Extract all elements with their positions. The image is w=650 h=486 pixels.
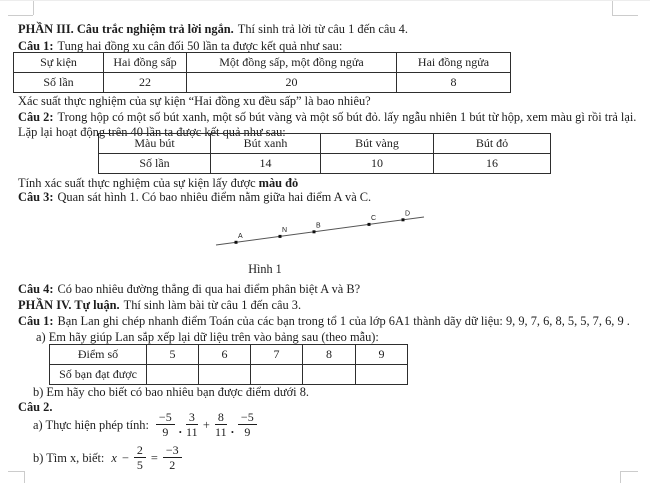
part4-heading xyxy=(18,298,301,312)
table-cell-empty xyxy=(199,365,251,385)
point-B-label: B xyxy=(316,222,321,230)
table-header-cell: 9 xyxy=(356,345,408,365)
fraction: $\frac{-5}{9}$ xyxy=(156,411,175,438)
q1-label: Câu 1: xyxy=(18,39,54,53)
q2-intro-line2: Lặp lại hoạt động trên 40 lần ta được kết quả như sau: xyxy=(18,125,286,139)
q3-intro-text: Quan sát hình 1. Có bao nhiêu điểm nằm giữa hai điểm A và C. xyxy=(57,190,372,204)
point-B-dot xyxy=(313,230,316,233)
table-header-cell: 8 xyxy=(303,345,356,365)
q2-pen-table xyxy=(98,133,551,174)
crop-mark-top-left-vertical xyxy=(33,1,34,15)
table-row xyxy=(14,73,511,93)
q4-text xyxy=(18,282,360,296)
crop-mark-top-right-horizontal xyxy=(612,15,638,16)
table-cell: 8 xyxy=(397,73,511,93)
table-header-cell: Hai đồng sấp xyxy=(104,53,187,73)
table-cell: 20 xyxy=(187,73,397,93)
q1-intro xyxy=(18,39,342,53)
q4-text-body: Có bao nhiêu đường thẳng đi qua hai điểm phân biệt A và B? xyxy=(57,282,361,296)
p4q1-intro xyxy=(18,314,630,328)
part3-heading-bold: PHẦN III. Câu trắc nghiệm trả lời ngắn. xyxy=(18,22,234,36)
figure-line xyxy=(216,217,424,245)
crop-mark-bottom-right-horizontal xyxy=(620,471,638,472)
q2-question xyxy=(18,176,298,190)
table-header-cell: Hai đồng ngửa xyxy=(397,53,511,73)
p4q2-item-a xyxy=(33,411,257,438)
q3-intro xyxy=(18,190,371,204)
p4q1-score-table xyxy=(49,344,408,385)
table-header-cell: Bút đỏ xyxy=(434,134,551,154)
table-header-cell: 5 xyxy=(147,345,199,365)
fraction: $\frac{-5}{9}$ xyxy=(238,411,257,438)
table-header-cell: Một đồng sấp, một đồng ngửa xyxy=(187,53,397,73)
table-row xyxy=(99,154,551,174)
crop-mark-bottom-left-vertical xyxy=(24,471,25,483)
p4q2-item-b-prefix: b) Tìm x, biết: xyxy=(33,450,105,465)
point-D-label: D xyxy=(405,210,411,218)
table-row xyxy=(14,53,511,73)
q1-question: Xác suất thực nghiệm của sự kiện “Hai đồng xu đều sấp” là bao nhiêu? xyxy=(18,94,371,108)
table-cell: 16 xyxy=(434,154,551,174)
q4-label: Câu 4: xyxy=(18,282,54,296)
q2-question-prefix: Tính xác suất thực nghiệm của sự kiện lấy được xyxy=(18,176,256,190)
fraction: $\frac{-3}{2}$ xyxy=(163,444,182,471)
table-row-label: Số lần xyxy=(14,73,104,93)
fraction: $\frac{2}{5}$ xyxy=(134,444,146,471)
table-cell-empty xyxy=(303,365,356,385)
table-cell-empty xyxy=(147,365,199,385)
table-header-cell: 6 xyxy=(199,345,251,365)
q2-intro-text1: Trong hộp có một số bút xanh, một số bút vàng và một số bút đỏ. lấy ngẫu nhiên 1 bút từ hộp, xem màu gì rồi trả lại. xyxy=(57,110,637,124)
p4q1-item-a: a) Em hãy giúp Lan sắp xếp lại dữ liệu trên vào bảng sau (theo mẫu): xyxy=(36,330,379,344)
table-row xyxy=(50,345,408,365)
minus-operator: − xyxy=(121,450,129,465)
crop-mark-bottom-left-horizontal xyxy=(8,471,24,472)
equals-operator: = xyxy=(150,450,158,465)
p4q2-item-b xyxy=(33,444,182,471)
p4q2-label-text: Câu 2. xyxy=(18,400,53,414)
p4q1-intro-text: Bạn Lan ghi chép nhanh điểm Toán của các bạn trong tổ 1 của lớp 6A1 thành dãy dữ liệu: 9, 9, 7, 6, 8, 5, 5, 7, 6, 9 . xyxy=(57,314,630,328)
multiplication-dot: . xyxy=(178,421,182,436)
part4-heading-rest: Thí sinh làm bài từ câu 1 đến câu 3. xyxy=(123,298,302,312)
p4q1-item-b: b) Em hãy cho biết có bao nhiêu bạn được điểm dưới 8. xyxy=(33,385,310,399)
table-header-cell: Bút xanh xyxy=(211,134,321,154)
part3-heading-rest: Thí sinh trả lời từ câu 1 đến câu 4. xyxy=(237,22,408,36)
fraction: $\frac{8}{11}$ xyxy=(215,410,227,439)
q2-question-bold: màu đỏ xyxy=(258,176,299,190)
table-row-label: Số lần xyxy=(99,154,211,174)
q1-coin-table xyxy=(13,52,511,93)
part3-heading xyxy=(18,22,408,36)
figure-caption: Hình 1 xyxy=(248,262,282,276)
table-cell: 10 xyxy=(321,154,434,174)
table-header-cell: 7 xyxy=(251,345,303,365)
table-row-label: Số bạn đạt được xyxy=(50,365,147,385)
q2-intro-line1 xyxy=(18,110,636,124)
table-header-cell: Bút vàng xyxy=(321,134,434,154)
table-header-cell: Màu bút xyxy=(99,134,211,154)
table-cell: 22 xyxy=(104,73,187,93)
table-cell-empty xyxy=(356,365,408,385)
figure-hinh1-line-diagram xyxy=(208,205,432,253)
q2-label: Câu 2: xyxy=(18,110,54,124)
table-cell: 14 xyxy=(211,154,321,174)
crop-mark-top-left-horizontal xyxy=(8,15,33,16)
point-D-dot xyxy=(402,218,405,221)
q1-intro-text: Tung hai đồng xu cân đối 50 lần ta được kết quả như sau: xyxy=(57,39,343,53)
table-cell-empty xyxy=(251,365,303,385)
p4q1-label: Câu 1: xyxy=(18,314,54,328)
part4-heading-bold: PHẦN IV. Tự luận. xyxy=(18,298,120,312)
multiplication-dot: . xyxy=(230,421,234,436)
crop-mark-top-right-vertical xyxy=(612,1,613,15)
variable-x: x xyxy=(111,450,117,465)
q3-label: Câu 3: xyxy=(18,190,54,204)
point-N-dot xyxy=(279,235,282,238)
table-row xyxy=(99,134,551,154)
point-C-dot xyxy=(368,223,371,226)
point-A-label: A xyxy=(238,233,243,240)
table-header-cell: Điểm số xyxy=(50,345,147,365)
table-row xyxy=(50,365,408,385)
p4q2-item-a-prefix: a) Thực hiện phép tính: xyxy=(33,417,149,432)
point-N-label: N xyxy=(282,227,288,234)
table-header-cell: Sự kiện xyxy=(14,53,104,73)
crop-mark-bottom-right-vertical xyxy=(620,471,621,483)
fraction: $\frac{3}{11}$ xyxy=(186,410,198,439)
point-C-label: C xyxy=(371,215,377,222)
plus-operator: + xyxy=(202,417,210,432)
point-A-dot xyxy=(235,241,238,244)
